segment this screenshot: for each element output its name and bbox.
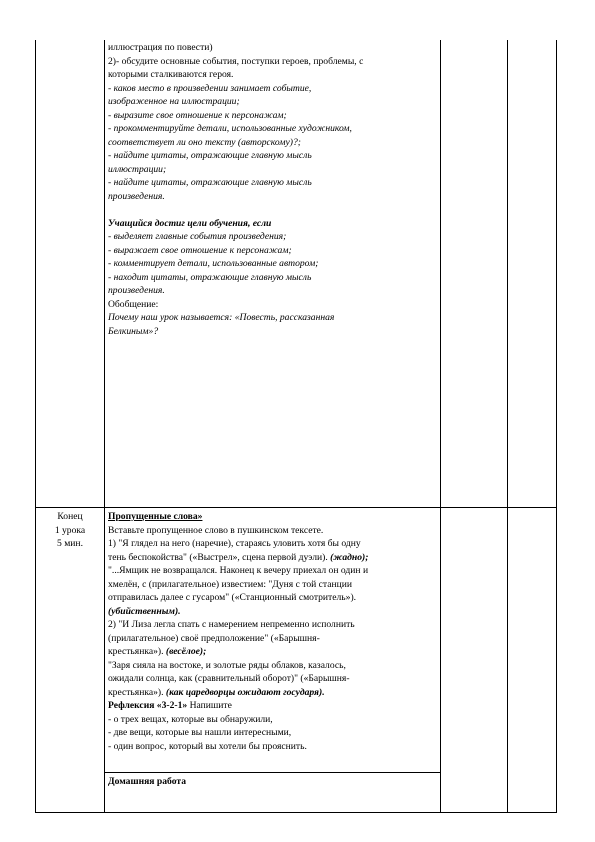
stage-label: Конец	[57, 511, 83, 522]
activity-line: Белкиным»?	[108, 325, 159, 337]
stage-cell	[36, 510, 104, 551]
table-border-right	[556, 40, 557, 813]
exercise-intro: Вставьте пропущенное слово в пушкинском тексете.	[108, 524, 324, 536]
exercise-answer: (весёлое);	[165, 646, 207, 657]
homework-title: Домашняя работа	[108, 776, 186, 787]
exercise-answer: (убийственным).	[108, 605, 181, 617]
exercise-line: "...Ямщик не возвращался. Наконец к вечеру приехал он один и	[108, 565, 369, 576]
activity-line: - каков место в произведении занимает событие,	[108, 82, 312, 94]
table-border-col3	[507, 40, 508, 813]
activity-line: - прокомментируйте детали, использованные художником,	[108, 123, 352, 134]
reflection-item: - о трех вещах, которые вы обнаружили,	[108, 713, 273, 725]
exercise-title: Пропущенные слова»	[108, 511, 203, 522]
exercise-line: 1) "Я глядел на него (наречие), стараясь уловить хотя бы одну	[108, 538, 361, 549]
activity-line: Обобщение:	[108, 298, 159, 310]
reflection-title: Рефлексия «3-2-1»	[108, 700, 188, 711]
activity-line: изображенное на иллюстрации;	[108, 96, 240, 107]
reflection-instruction: Напишите	[187, 700, 232, 711]
exercise-line	[108, 551, 438, 565]
exercise-line	[108, 686, 438, 700]
homework-cell	[108, 775, 438, 789]
exercise-text: крестьянка»).	[108, 686, 166, 698]
spacer	[108, 203, 438, 217]
activity-line: Почему наш урок называется: «Повесть, рассказанная	[108, 312, 335, 323]
table-border-left	[35, 40, 36, 813]
exercise-line: 2) "И Лиза легла спать с намерением непременно исполнить	[108, 619, 355, 630]
reflection-heading	[108, 699, 438, 713]
activity-line: - выделяет главные события произведения;	[108, 231, 287, 242]
table-border-col1	[104, 40, 105, 813]
activity-line: 2)- обсудите основные события, поступки героев, проблемы, с	[108, 55, 364, 67]
stage-lesson: 1 урока	[54, 524, 86, 536]
reflection-item: - две вещи, которые вы нашли интересными,	[108, 727, 292, 738]
activity-line: которыми сталкиваются героя.	[108, 69, 234, 80]
table-border-col2	[440, 40, 441, 813]
activity-line: - выразите свое отношение к персонажам;	[108, 109, 287, 121]
activity-line: Учащийся достиг цели обучения, если	[108, 217, 272, 229]
activity-line: иллюстрация по повести)	[108, 42, 213, 53]
activity-line: - выражает свое отношение к персонажам;	[108, 244, 292, 256]
exercise-line	[108, 645, 438, 659]
reflection-item: - один вопрос, который вы хотели бы прояснить.	[108, 740, 307, 752]
missing-words-cell	[108, 510, 438, 753]
activity-line: соответствует ли оно тексту (авторскому)?;	[108, 136, 301, 148]
activity-line: - найдите цитаты, отражающие главную мысль	[108, 177, 312, 188]
activity-line: - находит цитаты, отражающие главную мысль	[108, 271, 312, 283]
activity-line: - комментирует детали, использованные автором;	[108, 258, 319, 269]
table-border-bottom	[35, 812, 557, 813]
lesson-activity-cell	[108, 41, 438, 338]
activity-line: произведения.	[108, 190, 165, 202]
exercise-line: хмелён, с (прилагательное) известием: "Дуня с той станции	[108, 578, 353, 590]
activity-line: иллюстрации;	[108, 163, 167, 175]
activity-line: - найдите цитаты, отражающие главную мысль	[108, 150, 312, 161]
exercise-line: ожидали солнца, как (сравнительный оборот)" («Барышня-	[108, 673, 350, 684]
activity-line: произведения.	[108, 285, 165, 296]
homework-divider	[104, 772, 441, 773]
exercise-line: (прилагательное) своё предположение" («Барышня-	[108, 632, 320, 644]
exercise-answer: (жадно);	[330, 551, 369, 563]
exercise-text: тень беспокойства" («Выстрел», сцена первой дуэли).	[108, 551, 331, 563]
stage-duration: 5 мин.	[57, 538, 83, 549]
exercise-line: "Заря сияла на востоке, и золотые ряды облаков, казалось,	[108, 659, 346, 671]
exercise-text: крестьянка»).	[108, 646, 166, 657]
exercise-answer: (как царедворцы ожидают государя).	[165, 686, 325, 698]
exercise-line: отправилась далее с гусаром" («Станционный смотритель»).	[108, 592, 357, 603]
table-row-divider	[35, 507, 557, 508]
